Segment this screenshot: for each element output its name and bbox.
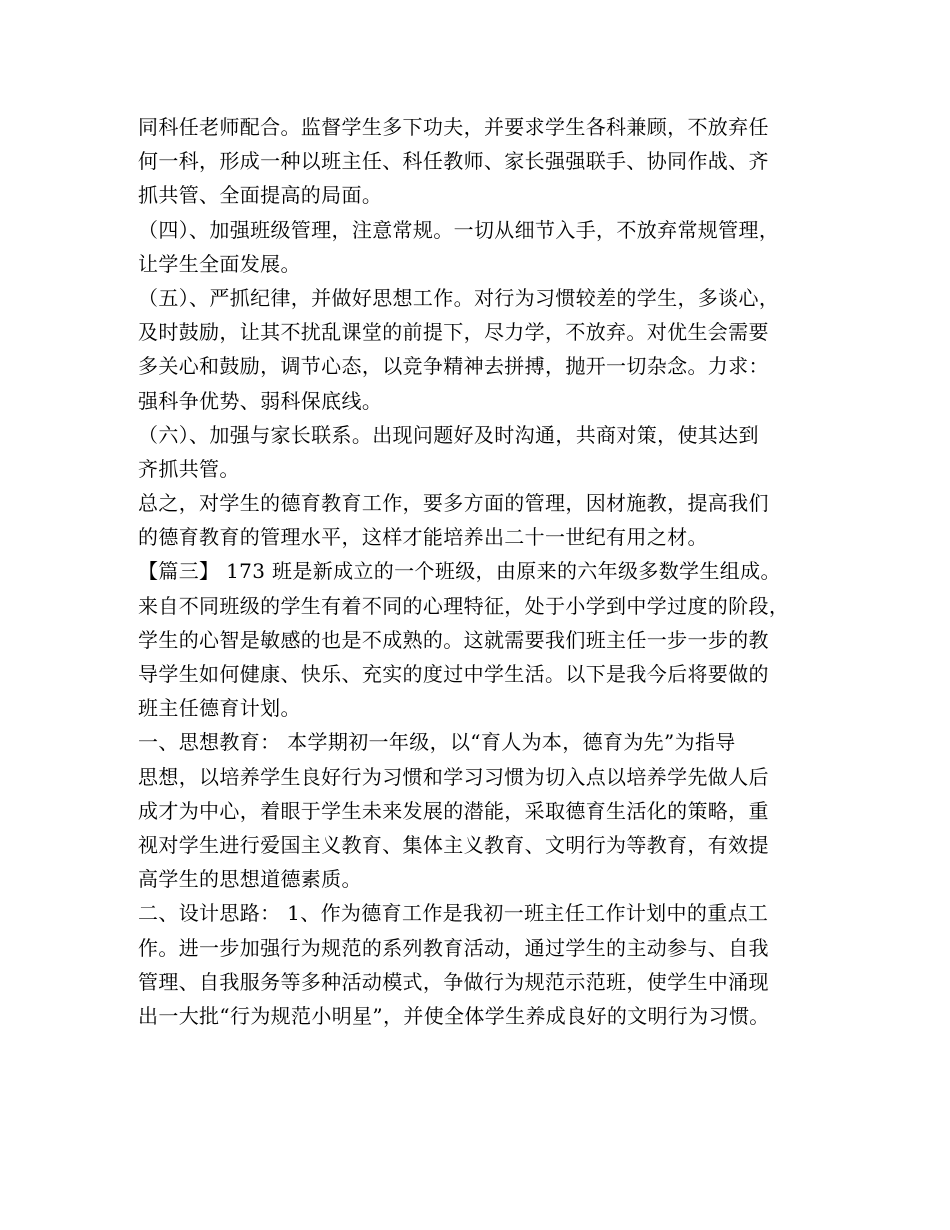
text-line: （五）、严抓纪律，并做好思想工作。对行为习惯较差的学生，多谈心，	[138, 285, 780, 310]
text-line: 【篇三】 173 班是新成立的一个班级，由原来的六年级多数学生组成。	[138, 559, 781, 584]
text-line: 学生的心智是敏感的也是不成熟的。这就需要我们班主任一步一步的教	[138, 627, 769, 652]
document-text-body	[138, 110, 828, 1033]
text-line: 同科任老师配合。监督学生多下功夫，并要求学生各科兼顾，不放弃任	[138, 115, 769, 139]
text-line: 总之，对学生的德育教育工作，要多方面的管理，因材施教，提高我们	[138, 491, 769, 516]
text-line: 高学生的思想道德素质。	[138, 867, 362, 892]
text-line: 管理、自我服务等多种活动模式，争做行为规范示范班，使学生中涌现	[138, 969, 769, 994]
text-line: 二、设计思路： 1、作为德育工作是我初一班主任工作计划中的重点工	[138, 901, 769, 926]
text-line: 的德育教育的管理水平，这样才能培养出二十一世纪有用之材。	[138, 525, 708, 550]
text-line: 成才为中心，着眼于学生未来发展的潜能，采取德育生活化的策略，重	[138, 798, 769, 823]
text-line: 抓共管、全面提高的局面。	[138, 183, 383, 208]
text-line: 视对学生进行爱国主义教育、集体主义教育、文明行为等教育，有效提	[138, 832, 769, 857]
text-line: 导学生如何健康、快乐、充实的度过中学生活。以下是我今后将要做的	[138, 662, 769, 686]
text-line: 出一大批“行为规范小明星”，并使全体学生养成良好的文明行为习惯。	[138, 1003, 770, 1028]
text-line: 来自不同班级的学生有着不同的心理特征，处于小学到中学过度的阶段，	[138, 593, 790, 618]
text-line: 一、思想教育： 本学期初一年级，以“育人为本，德育为先”为指导	[138, 730, 736, 755]
text-line: 及时鼓励，让其不扰乱课堂的前提下，尽力学，不放弃。对优生会需要	[138, 320, 769, 345]
text-line: 班主任德育计划。	[138, 696, 301, 721]
text-line: 何一科，形成一种以班主任、科任教师、家长强强联手、协同作战、齐	[138, 149, 769, 174]
text-line: 多关心和鼓励，调节心态，以竞争精神去拼搏，抛开一切杂念。力求：	[138, 354, 769, 379]
text-line: （四）、加强班级管理，注意常规。一切从细节入手，不放弃常规管理，	[138, 217, 780, 242]
text-line: 齐抓共管。	[138, 456, 240, 481]
text-line: 作。进一步加强行为规范的系列教育活动，通过学生的主动参与、自我	[138, 935, 769, 960]
text-line: 强科争优势、弱科保底线。	[138, 388, 383, 413]
text-line: （六）、加强与家长联系。出现问题好及时沟通，共商对策，使其达到	[138, 422, 759, 447]
text-line: 思想，以培养学生良好行为习惯和学习习惯为切入点以培养学先做人后	[138, 764, 769, 789]
text-line: 让学生全面发展。	[138, 251, 301, 276]
